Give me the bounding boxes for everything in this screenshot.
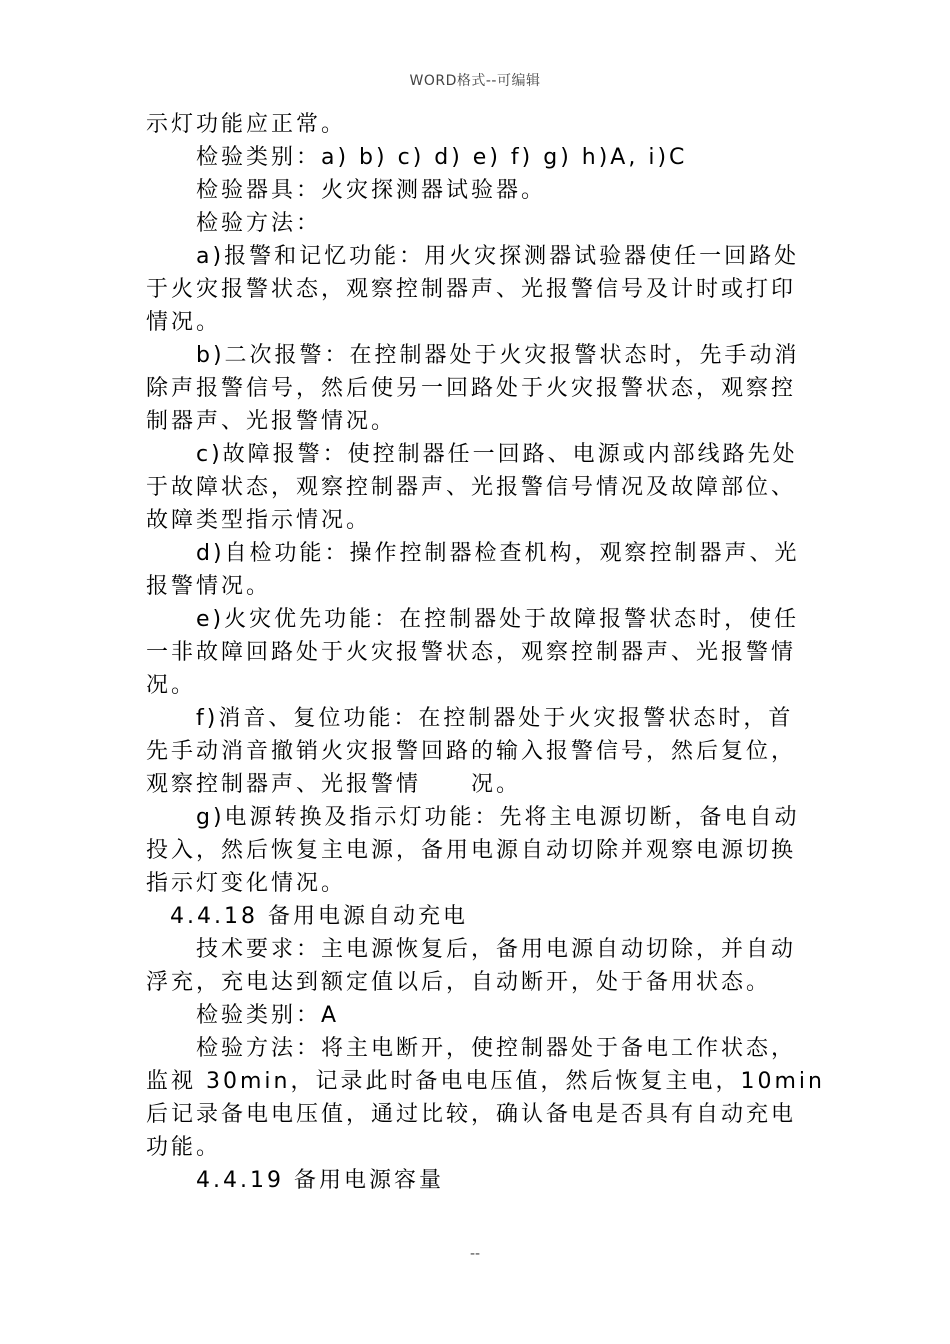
text-line: d)自检功能：操作控制器检查机构，观察控制器声、光 [196,541,800,566]
text-line: c)故障报警：使控制器任一回路、电源或内部线路先处 [196,442,798,467]
text-line: 检验器具：火灾探测器试验器。 [196,178,547,203]
text-line: 示灯功能应正常。 [146,112,347,137]
section-heading: 4.4.19 备用电源容量 [196,1168,444,1193]
text-line: e)火灾优先功能：在控制器处于故障报警状态时，使任 [196,607,800,632]
text-line: 除声报警信号，然后使另一回路处于火灾报警状态，观察控 [146,376,797,401]
text-line: 先手动消音撤销火灾报警回路的输入报警信号，然后复位， [146,739,797,764]
text-line: 于火灾报警状态，观察控制器声、光报警信号及计时或打印 [146,277,797,302]
text-line: 制器声、光报警情况。 [146,409,397,434]
page-footer: -- [469,1246,481,1262]
text-line: g)电源转换及指示灯功能：先将主电源切断，备电自动 [196,805,800,830]
text-line: 检验类别：a) b) c) d) e) f) g) h)A, i)C [196,145,688,170]
text-line: 检验类别：A [196,1003,340,1028]
text-line: 检验方法：将主电断开，使控制器处于备电工作状态， [196,1036,797,1061]
text-line: 后记录备电电压值，通过比较，确认备电是否具有自动充电 [146,1102,797,1127]
text-line: f)消音、复位功能：在控制器处于火灾报警状态时，首 [196,706,794,731]
text-line: a)报警和记忆功能：用火灾探测器试验器使任一回路处 [196,244,800,269]
text-line: 技术要求：主电源恢复后，备用电源自动切除，并自动 [196,937,797,962]
text-line: 功能。 [146,1135,222,1160]
text-line: 指示灯变化情况。 [146,871,347,896]
document-body [146,108,825,1197]
text-line: 一非故障回路处于火灾报警状态，观察控制器声、光报警情 [146,640,797,665]
section-heading: 4.4.18 备用电源自动充电 [170,904,468,929]
text-line: 况。 [146,673,197,698]
text-line: 情况。 [146,310,222,335]
text-line: 于故障状态，观察控制器声、光报警信号情况及故障部位、 [146,475,797,500]
text-line: 浮充，充电达到额定值以后，自动断开，处于备用状态。 [146,970,772,995]
text-line: 报警情况。 [146,574,272,599]
page-header: WORD格式--可编辑 [409,73,541,89]
text-line: 观察控制器声、光报警情 况。 [146,772,522,797]
text-line: 检验方法： [196,211,322,236]
text-line: 故障类型指示情况。 [146,508,372,533]
text-line: 投入，然后恢复主电源，备用电源自动切除并观察电源切换 [146,838,797,863]
text-line: b)二次报警：在控制器处于火灾报警状态时，先手动消 [196,343,800,368]
text-line: 监视 30min，记录此时备电电压值，然后恢复主电，10min [146,1069,825,1094]
